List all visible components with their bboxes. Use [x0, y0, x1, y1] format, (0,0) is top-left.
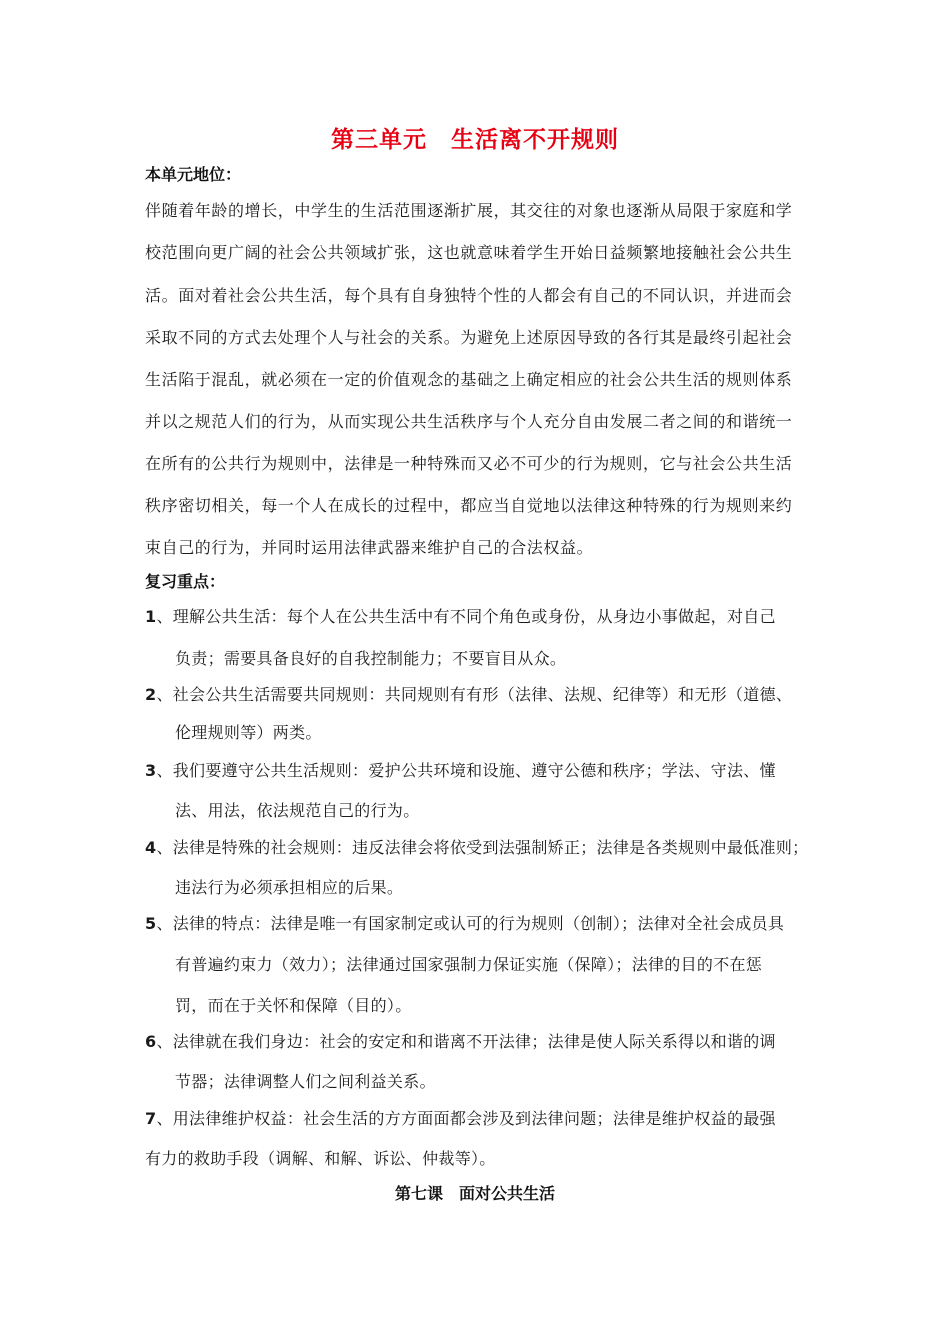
point-number: 2: [145, 685, 157, 704]
review-point-3-continuation: 法、用法，依法规范自己的行为。: [175, 801, 420, 820]
lesson-title: 第七课 面对公共生活: [394, 1184, 555, 1203]
point-text: 社会公共生活需要共同规则：共同规则有有形（法律、法规、纪律等）和无形（道德、: [172, 685, 793, 704]
review-point-1: [145, 604, 776, 627]
intro-line: 束自己的行为，并同时运用法律武器来维护自己的合法权益。: [145, 538, 594, 557]
point-separator: 、: [156, 1032, 173, 1051]
point-number: 6: [145, 1032, 157, 1051]
intro-line: 秩序密切相关，每一个人在成长的过程中，都应当自觉地以法律这种特殊的行为规则来约: [145, 496, 793, 515]
intro-line: 伴随着年龄的增长，中学生的生活范围逐渐扩展，其交往的对象也逐渐从局限于家庭和学: [145, 201, 793, 220]
review-point-4-continuation: 违法行为必须承担相应的后果。: [175, 878, 404, 897]
review-point-1-continuation: 负责；需要具备良好的自我控制能力；不要盲目从众。: [175, 649, 567, 668]
review-point-2-continuation: 伦理规则等）两类。: [175, 723, 322, 742]
point-number: 5: [145, 914, 157, 933]
intro-line: 采取不同的方式去处理个人与社会的关系。为避免上述原因导致的各行其是最终引起社会: [145, 328, 793, 347]
review-heading: 复习重点：: [145, 572, 226, 591]
review-point-7: [145, 1106, 776, 1129]
intro-line: 并以之规范人们的行为，从而实现公共生活秩序与个人充分自由发展二者之间的和谐统一: [145, 412, 793, 431]
review-point-4: [145, 835, 808, 858]
intro-line: 活。面对着社会公共生活，每个具有自身独特个性的人都会有自己的不同认识，并进而会: [145, 286, 793, 305]
review-point-7-continuation: 有力的救助手段（调解、和解、诉讼、仲裁等）。: [145, 1149, 496, 1168]
review-point-5-continuation: 罚，而在于关怀和保障（目的）。: [175, 996, 412, 1015]
point-text: 法律的特点：法律是唯一有国家制定或认可的行为规则（创制）；法律对全社会成员具: [172, 914, 785, 933]
point-separator: 、: [156, 761, 173, 780]
review-point-2: [145, 682, 792, 705]
point-separator: 、: [156, 838, 173, 857]
point-text: 理解公共生活：每个人在公共生活中有不同个角色或身份，从身边小事做起，对自己: [172, 607, 776, 626]
point-text: 我们要遵守公共生活规则：爱护公共环境和设施、遵守公德和秩序；学法、守法、懂: [172, 761, 776, 780]
review-point-5: [145, 911, 784, 934]
point-number: 1: [145, 607, 157, 626]
intro-line: 生活陷于混乱，就必须在一定的价值观念的基础之上确定相应的社会公共生活的规则体系: [145, 370, 793, 389]
unit-position-heading: 本单元地位：: [145, 165, 242, 184]
point-separator: 、: [156, 914, 173, 933]
point-separator: 、: [156, 685, 173, 704]
point-text: 法律就在我们身边：社会的安定和和谐离不开法律；法律是使人际关系得以和谐的调: [172, 1032, 776, 1051]
review-point-3: [145, 758, 776, 781]
point-number: 4: [145, 838, 157, 857]
unit-title: 第三单元 生活离不开规则: [331, 127, 619, 153]
intro-line: 在所有的公共行为规则中，法律是一种特殊而又必不可少的行为规则，它与社会公共生活: [145, 454, 793, 473]
point-separator: 、: [156, 1109, 173, 1128]
point-separator: 、: [156, 607, 173, 626]
intro-line: 校范围向更广阔的社会公共领域扩张，这也就意味着学生开始日益频繁地接触社会公共生: [145, 243, 793, 262]
review-point-6: [145, 1029, 776, 1052]
point-number: 3: [145, 761, 157, 780]
review-point-6-continuation: 节器；法律调整人们之间利益关系。: [175, 1072, 436, 1091]
point-number: 7: [145, 1109, 157, 1128]
review-point-5-continuation: 有普遍约束力（效力）；法律通过国家强制力保证实施（保障）；法律的目的不在惩: [175, 955, 763, 974]
point-text: 用法律维护权益：社会生活的方方面面都会涉及到法律问题；法律是维护权益的最强: [172, 1109, 776, 1128]
point-text: 法律是特殊的社会规则：违反法律会将依受到法强制矫正；法律是各类规则中最低准则；: [172, 838, 809, 857]
